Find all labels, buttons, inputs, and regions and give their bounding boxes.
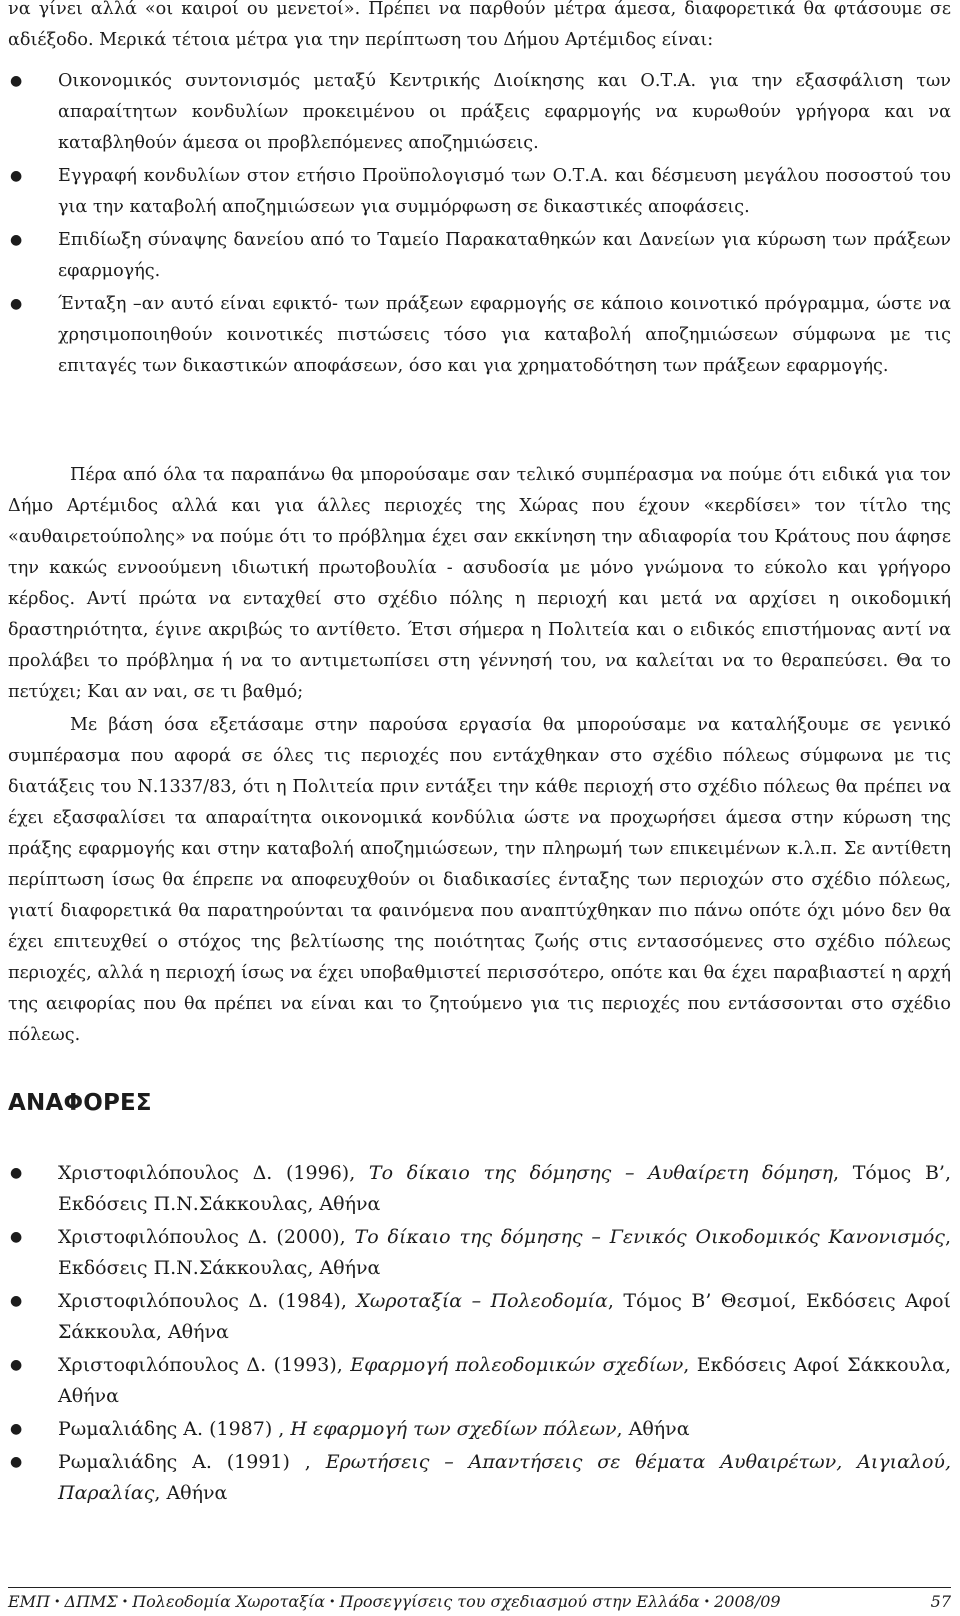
reference-publisher: , Εκδόσεις Π.Ν.Σάκκουλας, Αθήνα <box>58 1226 951 1279</box>
footer-part: Προσεγγίσεις του σχεδιασμού στην Ελλάδα <box>339 1592 700 1611</box>
page-number: 57 <box>930 1592 951 1611</box>
conclusion-paragraph-2: Με βάση όσα εξετάσαμε στην παρούσα εργασία θα μπορούσαμε να καταλήξουμε σε γενικό συμπέρασμα που αφορά σε όλες τις περιοχές που εντάχθηκαν στο σχέδιο πόλεως σύμφωνα με τις διατάξεις του Ν.1337/83, ότι η Πολιτεία πριν εντάξει την κάθε περιοχή στο σχέδιο πόλεως θα πρέπει να έχει εξασφαλίσει τα απαραίτητα οικονομικά κονδύλια ώστε να προχωρήσει άμεσα στην κύρωση της πράξης εφαρμογής και στην καταβολή αποζημιώσεων, την πληρωμή των επικειμένων κ.λ.π. Σε αντίθετη περίπτωση ίσως θα έπρεπε να αποφευχθούν οι διαδικασίες ένταξης των περιοχών στο σχέδιο πόλεως, γιατί διαφορετικά θα παρατηρούνται τα φαινόμενα που αναπτύχθηκαν πιο πάνω οπότε όχι μόνο δεν θα έχει επιτευχθεί ο στόχος της βελτίωσης της ποιότητας ζωής στις εντασσόμενες στο σχέδιο πόλεως περιοχές, αλλά η περιοχή ίσως να έχει υποβαθμιστεί περισσότερο, οπότε και θα έχει παραβιαστεί η αρχή της αειφορίας που θα πρέπει να είναι και το ζητούμενο για τις περιοχές που εντάσσονται στο σχέδιο πόλεως. <box>8 715 951 1045</box>
reference-title: Το δίκαιο της δόμησης – Γενικός Οικοδομικός Κανονισμός <box>354 1226 945 1248</box>
footer-separator: • <box>329 1595 336 1608</box>
conclusion-paragraph-1: Πέρα από όλα τα παραπάνω θα μπορούσαμε σαν τελικό συμπέρασμα να πούμε ότι ειδικά για τον Δήμο Αρτέμιδος αλλά και για άλλες περιοχές της Χώρας που έχουν «κερδίσει» τον τίτλο της «αυθαιρετούπολης» να πούμε ότι το πρόβλημα έχει σαν εκκίνηση την αδιαφορία του Κράτους που άφησε την κακώς εννοούμενη ιδιωτική πρωτοβουλία - ασυδοσία με μόνο γνώμονα το εύκολο και γρήγορο κέρδος. Αντί πρώτα να ενταχθεί στο σχέδιο πόλης η περιοχή και μετά να αρχίσει η οικοδομική δραστηριότητα, έγινε ακριβώς το αντίθετο. Έτσι σήμερα η Πολιτεία και ο ειδικός επιστήμονας αντί να προλάβει το πρόβλημα ή να το αντιμετωπίσει στη γέννησή του, να καλείται να το θεραπεύσει. Θα το πετύχει; Και αν ναι, σε τι βαθμό; <box>8 465 951 702</box>
reference-item <box>8 1158 951 1220</box>
footer-part: ΕΜΠ <box>8 1592 51 1611</box>
reference-item <box>8 1222 951 1284</box>
list-item-text: Επιδίωξη σύναψης δανείου από το Ταμείο Παρακαταθηκών και Δανείων για κύρωση των πράξεων εφαρμογής. <box>58 230 951 281</box>
reference-author: Χριστοφιλόπουλος Δ. (1984), <box>58 1290 357 1312</box>
list-item-text: Εγγραφή κονδυλίων στον ετήσιο Προϋπολογισμό των Ο.Τ.Α. και δέσμευση μεγάλου ποσοστού του για την καταβολή αποζημιώσεων για συμμόρφωση σε δικαστικές αποφάσεις. <box>58 166 951 217</box>
bullet-icon: ● <box>10 296 23 312</box>
reference-author: Χριστοφιλόπουλος Δ. (1993), <box>58 1354 351 1376</box>
reference-title: Η εφαρμογή των σχεδίων πόλεων <box>290 1418 617 1440</box>
list-item-text: Ένταξη –αν αυτό είναι εφικτό- των πράξεων εφαρμογής σε κάποιο κοινοτικό πρόγραμμα, ώστε να χρησιμοποιηθούν κοινοτικές πιστώσεις τόσο για καταβολή αποζημιώσεων σύμφωνα με τις επιταγές των δικαστικών αποφάσεων, όσο και για χρηματοδότηση των πράξεων εφαρμογής. <box>58 294 951 376</box>
reference-item <box>8 1414 951 1445</box>
bullet-icon: ● <box>10 168 23 184</box>
intro-paragraph: να γίνει αλλά «οι καιροί ου μενετοί». Πρέπει να παρθούν μέτρα άμεσα, διαφορετικά θα φτάσουμε σε αδιέξοδο. Μερικά τέτοια μέτρα για την περίπτωση του Δήμου Αρτέμιδος είναι: <box>8 0 951 50</box>
footer-part: ΔΠΜΣ <box>64 1592 118 1611</box>
reference-author: Ρωμαλιάδης Α. (1987) , <box>58 1418 291 1440</box>
reference-title: Χωροταξία – Πολεοδομία <box>356 1290 608 1312</box>
reference-author: Ρωμαλιάδης Α. (1991) , <box>58 1451 326 1473</box>
footer-part: Πολεοδομία Χωροταξία <box>132 1592 326 1611</box>
list-item <box>8 66 951 159</box>
list-item <box>8 161 951 223</box>
footer-separator: • <box>703 1595 711 1608</box>
bullet-icon: ● <box>10 73 23 89</box>
list-item <box>8 289 951 382</box>
footer-separator: • <box>54 1595 61 1608</box>
measures-list <box>8 66 951 384</box>
reference-title: Το δίκαιο της δόμησης – Αυθαίρετη δόμηση <box>368 1162 834 1184</box>
bullet-icon: ● <box>10 1357 23 1373</box>
bullet-icon: ● <box>10 1293 23 1309</box>
list-item <box>8 225 951 287</box>
bullet-icon: ● <box>10 1165 23 1181</box>
bullet-icon: ● <box>10 1421 23 1437</box>
reference-title: Εφαρμογή πολεοδομικών σχεδίων <box>350 1354 684 1376</box>
reference-publisher: , Εκδόσεις Αφοί Σάκκουλα, Αθήνα <box>58 1354 952 1407</box>
reference-publisher: , Τόμος Β’ Θεσμοί, Εκδόσεις Αφοί Σάκκουλα, Αθήνα <box>58 1290 952 1343</box>
reference-publisher: , Τόμος Β’, Εκδόσεις Π.Ν.Σάκκουλας, Αθήνα <box>58 1162 952 1215</box>
footer-running-title <box>8 1590 781 1616</box>
reference-publisher: , Αθήνα <box>154 1482 228 1504</box>
reference-item <box>8 1286 951 1348</box>
references-list <box>8 1158 951 1511</box>
footer-divider <box>8 1587 951 1588</box>
reference-item <box>8 1447 951 1509</box>
reference-title: Ερωτήσεις – Απαντήσεις σε θέματα Αυθαιρέτων, Αιγιαλού, Παραλίας <box>58 1451 951 1504</box>
reference-publisher: , Αθήνα <box>616 1418 690 1440</box>
document-page <box>8 0 951 1616</box>
bullet-icon: ● <box>10 232 23 248</box>
footer-separator: • <box>121 1595 129 1608</box>
reference-author: Χριστοφιλόπουλος Δ. (1996), <box>58 1162 369 1184</box>
footer-part: 2008/09 <box>714 1592 781 1611</box>
reference-item <box>8 1350 951 1412</box>
reference-author: Χριστοφιλόπουλος Δ. (2000), <box>58 1226 355 1248</box>
bullet-icon: ● <box>10 1229 23 1245</box>
references-heading: ΑΝΑΦΟΡΕΣ <box>8 1090 152 1116</box>
bullet-icon: ● <box>10 1454 23 1470</box>
list-item-text: Οικονομικός συντονισμός μεταξύ Κεντρικής Διοίκησης και Ο.Τ.Α. για την εξασφάλιση των απαραίτητων κονδυλίων προκειμένου οι πράξεις εφαρμογής να κυρωθούν γρήγορα και να καταβληθούν άμεσα οι προβλεπόμενες αποζημιώσεις. <box>58 71 951 153</box>
